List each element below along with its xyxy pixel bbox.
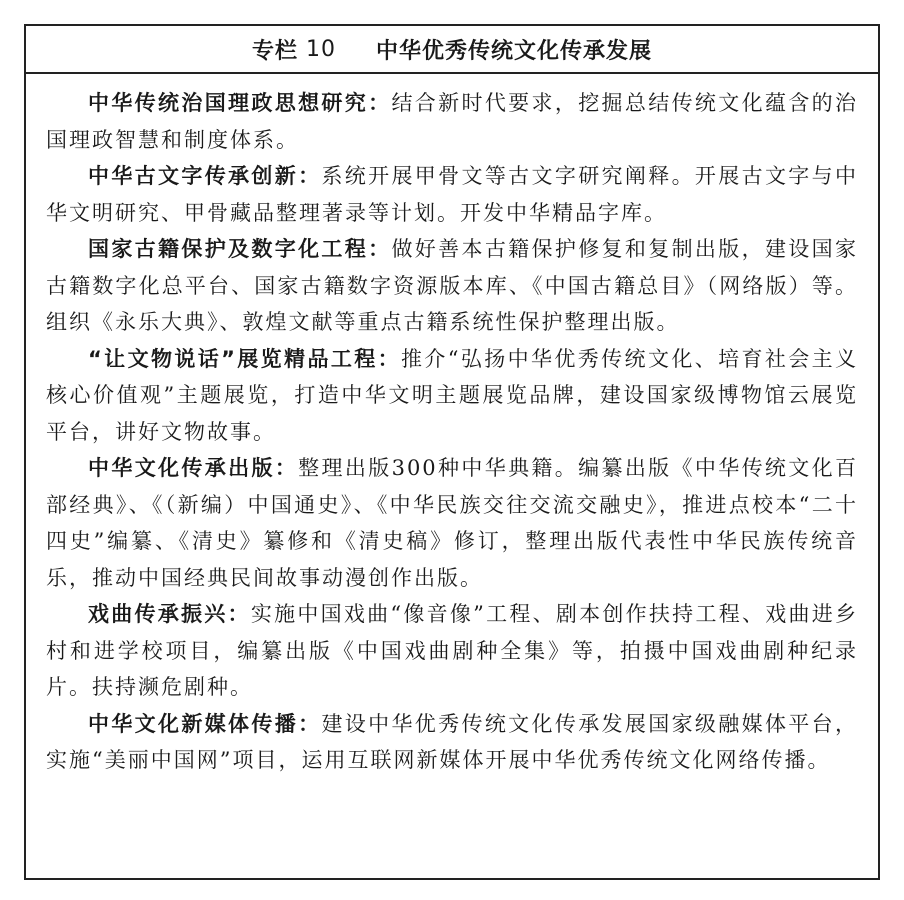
paragraph-text: 整理出版300种中华典籍。编纂出版《中华传统文化百部经典》、《（新编）中国通史》、《中华民族交往交流交融史》，推进点校本“二十四史”编纂、《清史》纂修和《清史稿》修订，整理出版代表性中华民族传统音乐，推动中国经典民间故事动漫创作出版。 bbox=[46, 456, 858, 590]
paragraph-publishing bbox=[46, 450, 858, 596]
paragraph-text: 做好善本古籍保护修复和复制出版，建设国家古籍数字化总平台、国家古籍数字资源版本库、《中国古籍总目》（网络版）等。组织《永乐大典》、敦煌文献等重点古籍系统性保护整理出版。 bbox=[46, 237, 858, 334]
paragraph-lead: 中华传统治国理政思想研究： bbox=[88, 91, 392, 115]
paragraph-lead: 中华古文字传承创新： bbox=[88, 164, 322, 188]
paragraph-exhibition bbox=[46, 341, 858, 451]
paragraph-lead: 国家古籍保护及数字化工程： bbox=[88, 237, 392, 261]
paragraph-text: 系统开展甲骨文等古文字研究阐释。开展古文字与中华文明研究、甲骨藏品整理著录等计划。开发中华精品字库。 bbox=[46, 164, 858, 225]
paragraph-governance bbox=[46, 85, 858, 158]
paragraph-text: 结合新时代要求，挖掘总结传统文化蕴含的治国理政智慧和制度体系。 bbox=[46, 91, 858, 152]
column-box bbox=[24, 24, 880, 880]
paragraph-text: 建设中华优秀传统文化传承发展国家级融媒体平台，实施“美丽中国网”项目，运用互联网新媒体开展中华优秀传统文化网络传播。 bbox=[46, 711, 858, 772]
paragraph-lead: “让文物说话”展览精品工程： bbox=[88, 346, 401, 371]
paragraph-text: 推介“弘扬中华优秀传统文化、培育社会主义核心价值观”主题展览，打造中华文明主题展览品牌，建设国家级博物馆云展览平台，讲好文物故事。 bbox=[46, 346, 859, 444]
paragraph-new-media bbox=[46, 706, 858, 779]
paragraph-ancient-script bbox=[46, 158, 858, 231]
column-label: 专栏 bbox=[251, 38, 298, 64]
column-number: 10 bbox=[306, 36, 336, 62]
column-body bbox=[26, 74, 878, 779]
paragraph-opera bbox=[46, 596, 858, 706]
paragraph-text: 实施中国戏曲“像音像”工程、剧本创作扶持工程、戏曲进乡村和进学校项目，编纂出版《中国戏曲剧种全集》等，拍摄中国戏曲剧种纪录片。扶持濒危剧种。 bbox=[46, 602, 858, 699]
paragraph-lead: 中华文化传承出版： bbox=[88, 456, 299, 480]
column-title: 中华优秀传统文化传承发展 bbox=[376, 38, 653, 64]
paragraph-lead: 中华文化新媒体传播： bbox=[88, 711, 322, 736]
paragraph-lead: 戏曲传承振兴： bbox=[88, 602, 251, 626]
paragraph-ancient-books bbox=[46, 231, 858, 341]
column-header bbox=[26, 26, 878, 74]
